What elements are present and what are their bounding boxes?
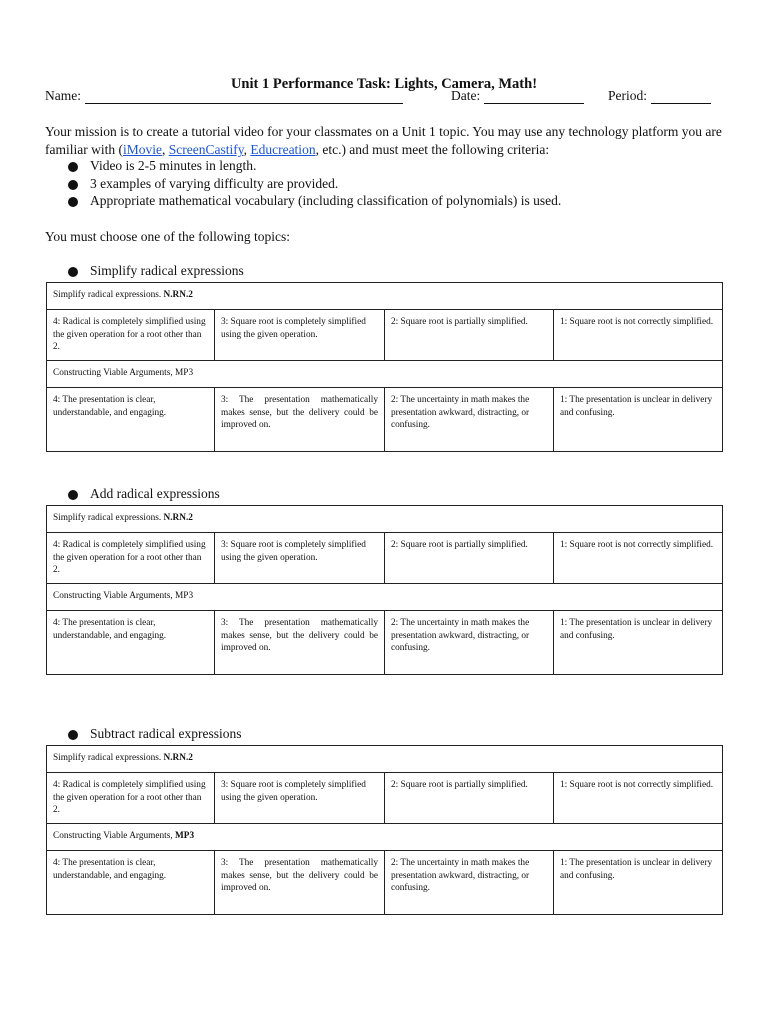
bullet-icon — [68, 162, 78, 172]
practice-code: MP3 — [175, 831, 195, 841]
standard-code: N.RN.2 — [163, 753, 193, 763]
rubric-cell: 3: The presentation mathematically makes sense, but the delivery could be improved on. — [215, 851, 385, 915]
bullet-icon — [68, 730, 78, 740]
topic-name: Subtract radical expressions — [90, 726, 242, 741]
date-blank[interactable] — [484, 89, 584, 104]
period-blank[interactable] — [651, 89, 711, 104]
rubric-cell: 2: The uncertainty in math makes the presentation awkward, distracting, or confusing. — [385, 851, 554, 915]
rubric-cell: 2: The uncertainty in math makes the presentation awkward, distracting, or confusing. — [385, 388, 554, 452]
table-row — [47, 773, 723, 824]
imovie-link[interactable]: iMovie — [122, 142, 162, 157]
rubric-cell: 3: Square root is completely simplified using the given operation. — [215, 773, 385, 824]
rubric-header-cell — [47, 824, 723, 851]
rubric-cell: 4: Radical is completely simplified using the given operation for a root other than 2. — [47, 310, 215, 361]
rubric-table — [46, 282, 723, 452]
rubric-cell: 4: Radical is completely simplified using the given operation for a root other than 2. — [47, 773, 215, 824]
name-blank[interactable] — [85, 89, 403, 104]
standard-header-row — [47, 746, 723, 773]
rubric-cell: 2: Square root is partially simplified. — [385, 533, 554, 584]
intro-text: Your mission is to create a tutorial video for your classmates on a Unit 1 topic. You may use any technology platform you are familiar with ( — [45, 124, 722, 157]
rubric-cell: 2: Square root is partially simplified. — [385, 773, 554, 824]
rubric-cell: 1: The presentation is unclear in delivery and confusing. — [554, 611, 723, 675]
separator: , — [243, 142, 251, 157]
topic-name: Simplify radical expressions — [90, 263, 244, 278]
rubric-header-cell — [47, 584, 723, 611]
table-row — [47, 388, 723, 452]
topic-item — [90, 726, 241, 742]
rubric-cell: 1: Square root is not correctly simplified. — [554, 773, 723, 824]
practice-label: Constructing Viable Arguments, — [53, 368, 176, 378]
intro-text-end: , etc.) and must meet the following criteria: — [315, 142, 550, 157]
date-label: Date: — [451, 88, 481, 103]
practice-label: Constructing Viable Arguments, — [53, 831, 176, 841]
practice-header-row — [47, 361, 723, 388]
date-field[interactable] — [451, 88, 584, 104]
rubric-cell: 3: Square root is completely simplified using the given operation. — [215, 310, 385, 361]
choose-text: You must choose one of the following topics: — [45, 229, 290, 244]
standard-code: N.RN.2 — [163, 290, 193, 300]
rubric-cell: 1: The presentation is unclear in delivery and confusing. — [554, 388, 723, 452]
period-label: Period: — [608, 88, 647, 103]
rubric-table — [46, 745, 723, 915]
topic-item — [90, 263, 244, 279]
table-row — [47, 533, 723, 584]
bullet-icon — [68, 267, 78, 277]
table-row — [47, 851, 723, 915]
practice-header-row — [47, 824, 723, 851]
rubric-cell: 4: The presentation is clear, understandable, and engaging. — [47, 611, 215, 675]
educreation-link[interactable]: Educreation — [250, 142, 316, 157]
standard-header-row — [47, 283, 723, 310]
name-field[interactable] — [45, 88, 403, 104]
rubric-cell: 1: The presentation is unclear in delivery and confusing. — [554, 851, 723, 915]
practice-code: MP3 — [175, 591, 194, 601]
standard-label: Simplify radical expressions. — [53, 513, 164, 523]
rubric-cell: 2: The uncertainty in math makes the presentation awkward, distracting, or confusing. — [385, 611, 554, 675]
intro-paragraph — [45, 123, 735, 159]
rubric-cell: 3: The presentation mathematically makes sense, but the delivery could be improved on. — [215, 388, 385, 452]
rubric-cell: 1: Square root is not correctly simplified. — [554, 310, 723, 361]
rubric-header-cell — [47, 506, 723, 533]
standard-code: N.RN.2 — [163, 513, 193, 523]
page-title: Unit 1 Performance Task: Lights, Camera, Math! — [230, 76, 538, 92]
rubric-header-cell — [47, 283, 723, 310]
practice-label: Constructing Viable Arguments, — [53, 591, 176, 601]
separator: , — [161, 142, 169, 157]
criteria-text: 3 examples of varying difficulty are provided. — [90, 176, 339, 191]
rubric-cell: 3: Square root is completely simplified using the given operation. — [215, 533, 385, 584]
rubric-cell: 2: Square root is partially simplified. — [385, 310, 554, 361]
criteria-text: Appropriate mathematical vocabulary (including classification of polynomials) is used. — [90, 193, 562, 208]
standard-label: Simplify radical expressions. — [53, 753, 164, 763]
practice-header-row — [47, 584, 723, 611]
criteria-text: Video is 2-5 minutes in length. — [90, 158, 257, 173]
rubric-cell: 4: The presentation is clear, understandable, and engaging. — [47, 851, 215, 915]
standard-header-row — [47, 506, 723, 533]
rubric-header-cell — [47, 361, 723, 388]
bullet-icon — [68, 180, 78, 190]
bullet-icon — [68, 197, 78, 207]
rubric-header-cell — [47, 746, 723, 773]
rubric-cell: 3: The presentation mathematically makes sense, but the delivery could be improved on. — [215, 611, 385, 675]
criteria-item — [90, 158, 256, 174]
standard-label: Simplify radical expressions. — [53, 290, 164, 300]
practice-code: MP3 — [175, 368, 194, 378]
bullet-icon — [68, 490, 78, 500]
period-field[interactable] — [608, 88, 711, 104]
rubric-cell: 4: Radical is completely simplified using the given operation for a root other than 2. — [47, 533, 215, 584]
topic-item — [90, 486, 220, 502]
table-row — [47, 310, 723, 361]
topic-name: Add radical expressions — [90, 486, 220, 501]
table-row — [47, 611, 723, 675]
criteria-item — [90, 193, 561, 209]
rubric-cell: 4: The presentation is clear, understandable, and engaging. — [47, 388, 215, 452]
name-label: Name: — [45, 88, 81, 103]
criteria-item — [90, 176, 338, 192]
rubric-table — [46, 505, 723, 675]
screencastify-link[interactable]: ScreenCastify — [168, 142, 244, 157]
rubric-cell: 1: Square root is not correctly simplified. — [554, 533, 723, 584]
